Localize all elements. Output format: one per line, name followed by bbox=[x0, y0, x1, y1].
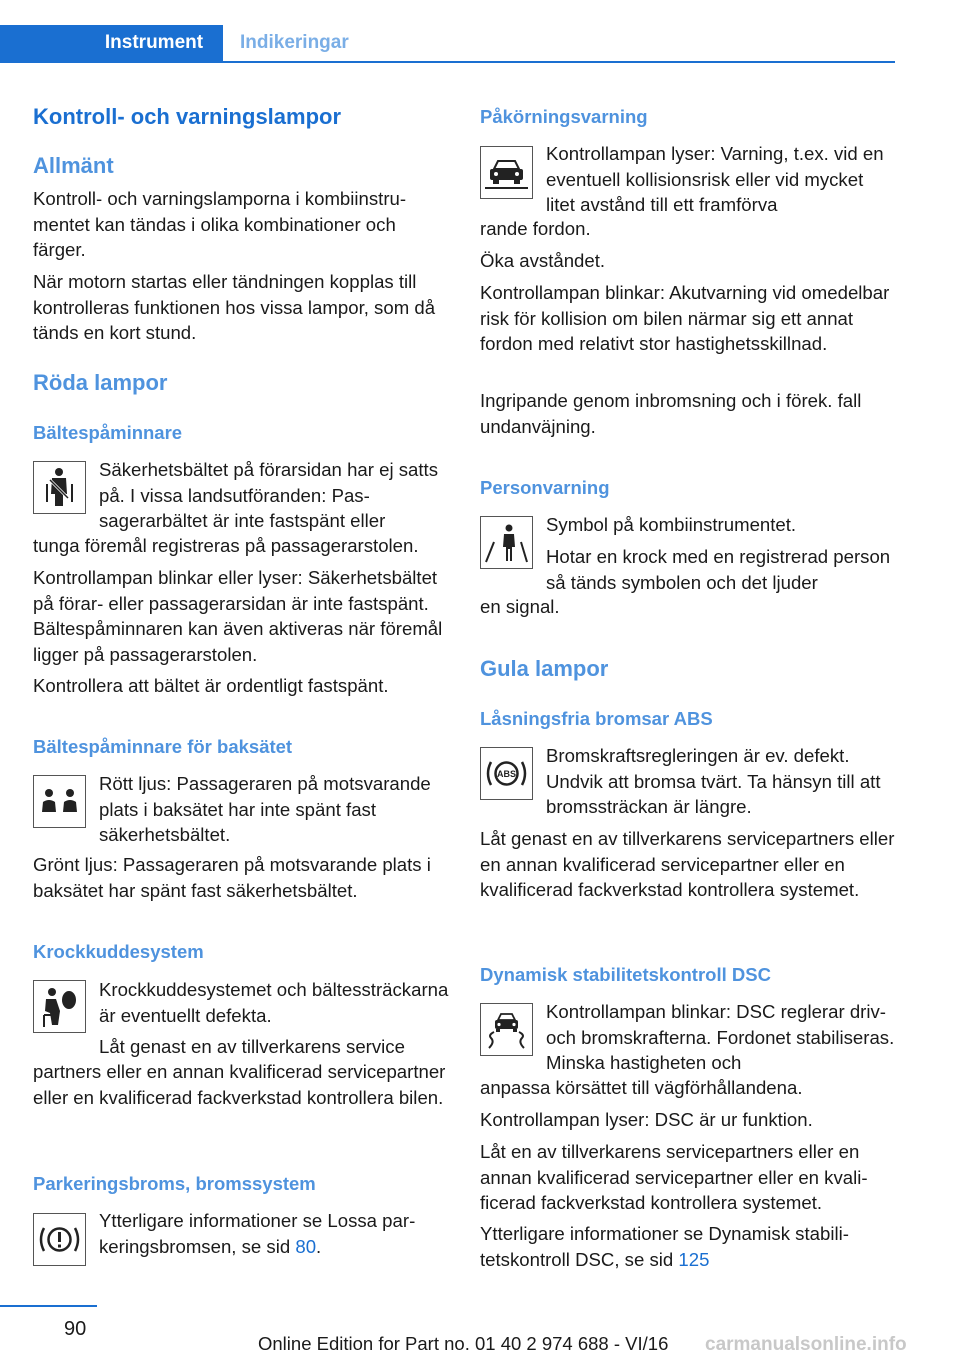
abs-icon-label: ABS bbox=[496, 769, 517, 779]
parkeringsbroms-text: Ytterligare informationer se Lossa parkeringsbromsen, se sid bbox=[99, 1210, 416, 1257]
section-heading-allmant: Allmänt bbox=[33, 153, 114, 178]
header-tab-bar bbox=[0, 25, 895, 63]
allmant-paragraph-2: När motorn startas eller tändningen kopplas till kontrolleras funktionen hos vissa lampor, som då tänds en kort stund. bbox=[33, 271, 436, 343]
dsc-paragraph-2: Kontrollampan lyser: DSC är ur funktion. bbox=[480, 1109, 813, 1130]
personvarning-paragraph-1: Symbol på kombiinstrumentet. bbox=[546, 514, 797, 535]
allmant-paragraph-1: Kontroll- och varningslamporna i kombiinstrumentet kan tändas i olika kombinationer och färger. bbox=[33, 188, 407, 260]
subheading-personvarning: Personvarning bbox=[480, 477, 610, 498]
baksatet-paragraph-1: Rött ljus: Passageraren på motsvarande plats i baksätet har inte spänt fast säkerhetsbältet. bbox=[99, 773, 431, 845]
parking-brake-icon bbox=[33, 1213, 86, 1266]
watermark: carmanualsonline.info bbox=[705, 1334, 907, 1355]
baltespaminnare-paragraph-1b: tunga föremål registreras på passagerarstolen. bbox=[33, 535, 419, 556]
dsc-icon bbox=[480, 1003, 533, 1056]
abs-icon bbox=[480, 747, 533, 800]
footer-accent-line bbox=[0, 1305, 97, 1307]
dsc-paragraph-1b: anpassa körsättet till vägförhållandena. bbox=[480, 1077, 803, 1098]
rear-seat-occupants-icon bbox=[33, 775, 86, 828]
page-number: 90 bbox=[64, 1318, 87, 1340]
tab-indikeringar[interactable]: Indikeringar bbox=[240, 32, 349, 53]
page-link-80[interactable]: 80 bbox=[295, 1235, 317, 1257]
pakorning-paragraph-1a: Kontrollampan lyser: Varning, t.ex. vid en eventuell kollisionsrisk eller vid mycket litet avstånd till ett framförva bbox=[546, 143, 884, 215]
tab-instrument[interactable]: Instrument bbox=[85, 25, 223, 61]
baksatet-paragraph-2: Grönt ljus: Passageraren på motsvarande plats i baksätet har spänt fast säkerhetsbältet. bbox=[33, 854, 431, 901]
parkeringsbroms-period: . bbox=[316, 1235, 322, 1257]
page-title: Kontroll- och varningslampor bbox=[33, 104, 342, 129]
dsc-paragraph-1a: Kontrollampan blinkar: DSC reglerar driv- och bromskrafterna. Fordonet stabiliseras. Minska hastigheten och bbox=[546, 1001, 895, 1073]
airbag-icon bbox=[33, 980, 86, 1033]
seatbelt-icon bbox=[33, 461, 86, 514]
pakorning-paragraph-1b: rande fordon. bbox=[480, 218, 591, 239]
abs-paragraph-2: Låt genast en av tillverkarens servicepartners eller en annan kvalificerad servicepartner eller en kvalificerad fackverkstad kontrollera systemet. bbox=[480, 828, 895, 900]
parkeringsbroms-paragraph bbox=[99, 1208, 449, 1259]
baltespaminnare-paragraph-2: Kontrollampan blinkar eller lyser: Säkerhetsbältet på förar- eller passagerarsidan är inte fastspänt. Bältespåminnaren kan även aktiveras när föremål ligger på passagerarstolen. bbox=[33, 567, 443, 665]
subheading-baltespaminnare: Bältespåminnare bbox=[33, 422, 183, 443]
pedestrian-warning-icon bbox=[480, 516, 533, 569]
pakorning-paragraph-4: Ingripande genom inbromsning och i förek. fall undanväjning. bbox=[480, 390, 862, 437]
abs-paragraph-1: Bromskraftsregleringen är ev. defekt. Undvik att bromsa tvärt. Ta hänsyn till att bromssträckan är längre. bbox=[546, 745, 881, 817]
baltespaminnare-paragraph-1a: Säkerhetsbältet på förarsidan har ej satts på. I vissa landsutföranden: Passagerarbältet är inte fastspänt eller bbox=[99, 459, 439, 531]
personvarning-paragraph-2a: Hotar en krock med en registrerad person så tänds symbolen och det ljuder bbox=[546, 546, 891, 593]
subheading-krockkuddesystem: Krockkuddesystem bbox=[33, 941, 204, 962]
krockkuddesystem-paragraph-2a: Låt genast en av tillverkarens service bbox=[99, 1036, 405, 1057]
personvarning-paragraph-2b: en signal. bbox=[480, 596, 560, 617]
pakorning-paragraph-3: Kontrollampan blinkar: Akutvarning vid omedelbar risk för kollision om bilen närmar sig ett annat fordon med relativt stor hastighetsskillnad. bbox=[480, 282, 890, 354]
subheading-abs: Låsningsfria bromsar ABS bbox=[480, 708, 713, 729]
krockkuddesystem-paragraph-1: Krockkuddesystemet och bältessträckarna är eventuellt defekta. bbox=[99, 979, 449, 1026]
baltespaminnare-paragraph-3: Kontrollera att bältet är ordentligt fastspänt. bbox=[33, 675, 389, 696]
pakorning-paragraph-2: Öka avståndet. bbox=[480, 250, 606, 271]
dsc-paragraph-4-text: Ytterligare informationer se Dynamisk stabilitetskontroll DSC, se sid bbox=[480, 1223, 849, 1270]
header-accent-block bbox=[0, 25, 85, 61]
subheading-dsc: Dynamisk stabilitetskontroll DSC bbox=[480, 964, 771, 985]
dsc-paragraph-4 bbox=[480, 1221, 895, 1272]
dsc-paragraph-3: Låt en av tillverkarens servicepartners eller en annan kvalificerad servicepartner eller en kvalificerad fackverkstad kontrollera systemet. bbox=[480, 1141, 868, 1213]
edition-text: Online Edition for Part no. 01 40 2 974 688 - VI/16 bbox=[258, 1333, 669, 1354]
section-heading-roda-lampor: Röda lampor bbox=[33, 370, 168, 395]
subheading-baltespaminnare-baksatet: Bältespåminnare för baksätet bbox=[33, 736, 293, 757]
collision-warning-icon bbox=[480, 146, 533, 199]
subheading-parkeringsbroms: Parkeringsbroms, bromssystem bbox=[33, 1173, 316, 1194]
section-heading-gula-lampor: Gula lampor bbox=[480, 656, 609, 681]
page-link-125[interactable]: 125 bbox=[678, 1248, 710, 1270]
krockkuddesystem-paragraph-2b: partners eller en annan kvalificerad servicepartner eller en kvalificerad fackverkstad kontrollera bilen. bbox=[33, 1061, 446, 1108]
subheading-pakorningsvarning: Påkörningsvarning bbox=[480, 106, 648, 127]
